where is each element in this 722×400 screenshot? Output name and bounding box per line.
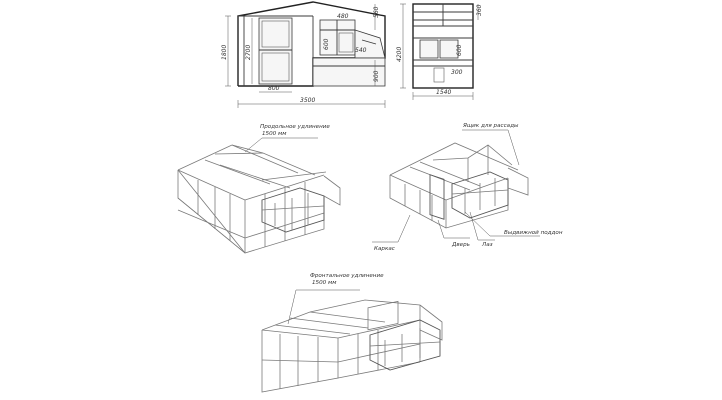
dim-side-low: 300 xyxy=(451,69,463,76)
iso-frontal-extension xyxy=(262,273,442,392)
side-elevation xyxy=(396,4,483,100)
callout-longitudinal-1: Продольное удлинение xyxy=(260,124,330,130)
side-window-left xyxy=(420,40,438,58)
callout-frame: Каркас xyxy=(374,246,395,252)
iso-labeled-frame xyxy=(372,123,563,252)
dim-width-door: 800 xyxy=(268,85,280,92)
dim-side-low: 900 xyxy=(373,70,380,82)
callout-pull-tray: Выдвижной поддон xyxy=(504,230,563,236)
dim-width-total: 3500 xyxy=(300,97,316,104)
callout-seedling-box: Ящик для рассады xyxy=(463,123,519,129)
iso-longitudinal-extension xyxy=(178,124,340,253)
callout-frontal-1: Фронтальное удлинение xyxy=(310,273,384,279)
dim-side-height: 560 xyxy=(373,6,380,18)
front-door xyxy=(259,18,292,84)
callout-door: Дверь xyxy=(452,242,470,248)
dim-side-total-height: 4200 xyxy=(396,46,403,62)
dim-side-width: 1540 xyxy=(436,89,452,96)
dim-side-mid: 600 xyxy=(456,44,463,56)
callout-longitudinal-2: 1500 мм xyxy=(262,131,287,137)
dim-window-height: 600 xyxy=(323,38,330,50)
dim-box-step: 540 xyxy=(355,47,367,54)
front-elevation xyxy=(221,2,385,108)
dim-side-top: 360 xyxy=(476,4,483,16)
side-lid xyxy=(434,68,444,82)
dim-top-box: 480 xyxy=(337,13,349,20)
dim-height-door: 2700 xyxy=(245,44,252,60)
dim-height-total: 1800 xyxy=(221,44,228,60)
callout-lid: Лаз xyxy=(482,242,493,248)
callout-frontal-2: 1500 мм xyxy=(312,280,337,286)
